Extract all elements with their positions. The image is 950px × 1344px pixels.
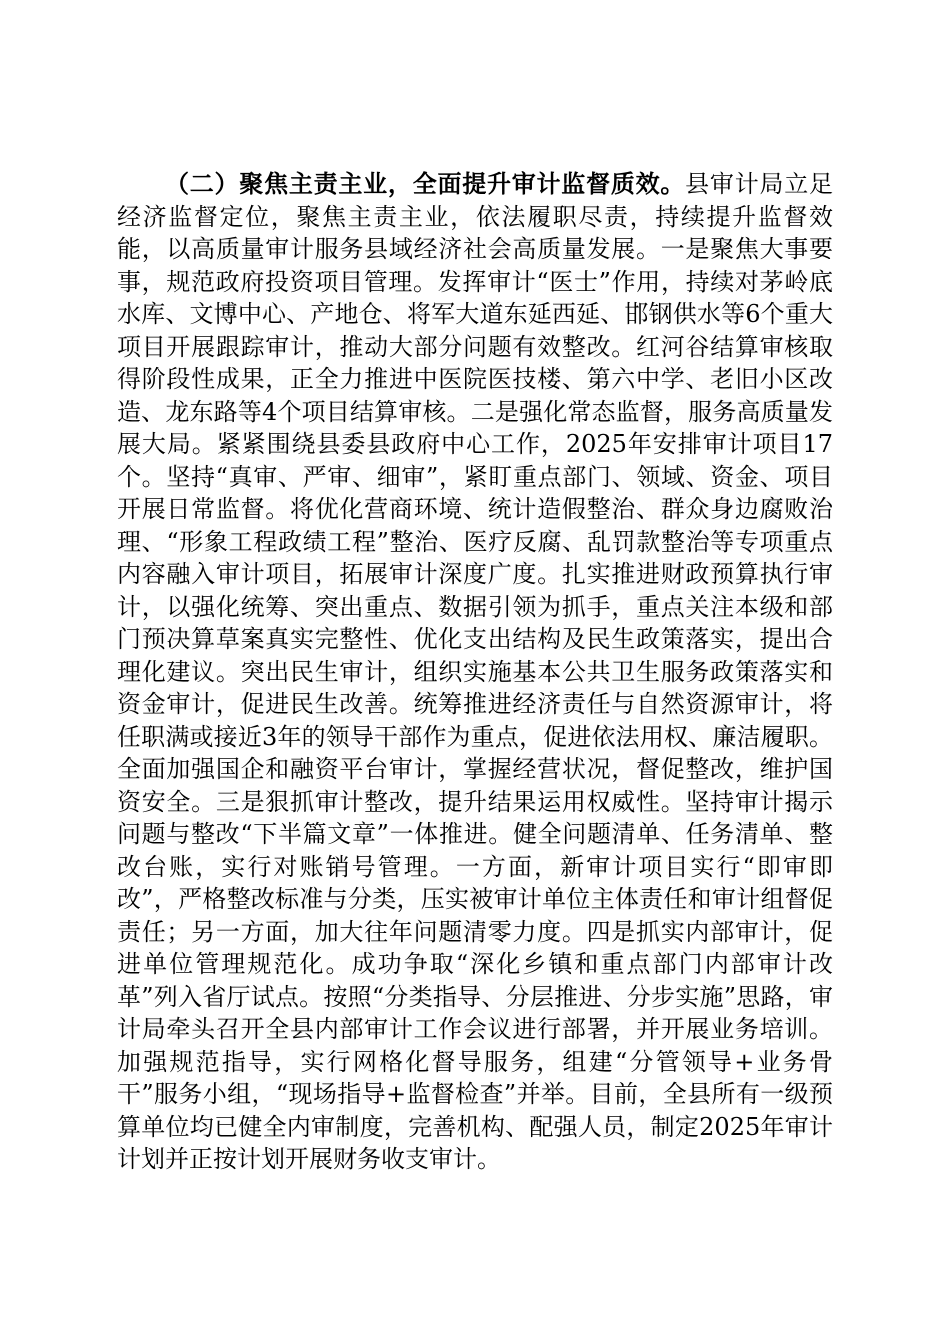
body-paragraph (117, 168, 833, 1176)
section-heading: （二）聚焦主责主业，全面提升审计监督质效。 (165, 170, 686, 198)
paragraph-text: 县审计局立足经济监督定位，聚焦主责主业，依法履职尽责，持续提升监督效能，以高质量审计服务县域经济社会高质量发展。一是聚焦大事要事，规范政府投资项目管理。发挥审计“医士”作用，持续对茅岭底水库、文博中心、产地仓、将军大道东延西延、邯钢供水等6个重大项目开展跟踪审计，推动大部分问题有效整改。红河谷结算审核取得阶段性成果，正全力推进中医院医技楼、第六中学、老旧小区改造、龙东路等4个项目结算审核。二是强化常态监督，服务高质量发展大局。紧紧围绕县委县政府中心工作，2025年安排审计项目17个。坚持“真审、严审、细审”，紧盯重点部门、领域、资金、项目开展日常监督。将优化营商环境、统计造假整治、群众身边腐败治理、“形象工程政绩工程”整治、医疗反腐、乱罚款整治等专项重点内容融入审计项目，拓展审计深度广度。扎实推进财政预算执行审计，以强化统筹、突出重点、数据引领为抓手，重点关注本级和部门预决算草案真实完整性、优化支出结构及民生政策落实，提出合理化建议。突出民生审计，组织实施基本公共卫生服务政策落实和资金审计，促进民生改善。统筹推进经济责任与自然资源审计，将任职满或接近3年的领导干部作为重点，促进依法用权、廉洁履职。全面加强国企和融资平台审计，掌握经营状况，督促整改，维护国资安全。三是狠抓审计整改，提升结果运用权威性。坚持审计揭示问题与整改“下半篇文章”一体推进。健全问题清单、任务清单、整改台账，实行对账销号管理。一方面，新审计项目实行“即审即改”，严格整改标准与分类，压实被审计单位主体责任和审计组督促责任；另一方面，加大往年问题清零力度。四是抓实内部审计，促进单位管理规范化。成功争取“深化乡镇和重点部门内部审计改革”列入省厅试点。按照“分类指导、分层推进、分步实施”思路，审计局牵头召开全县内部审计工作会议进行部署，并开展业务培训。加强规范指导，实行网格化督导服务，组建“分管领导+业务骨干”服务小组，“现场指导+监督检查”并举。目前，全县所有一级预算单位均已健全内审制度，完善机构、配强人员，制定2025年审计计划并正按计划开展财务收支审计。 (117, 170, 834, 1173)
